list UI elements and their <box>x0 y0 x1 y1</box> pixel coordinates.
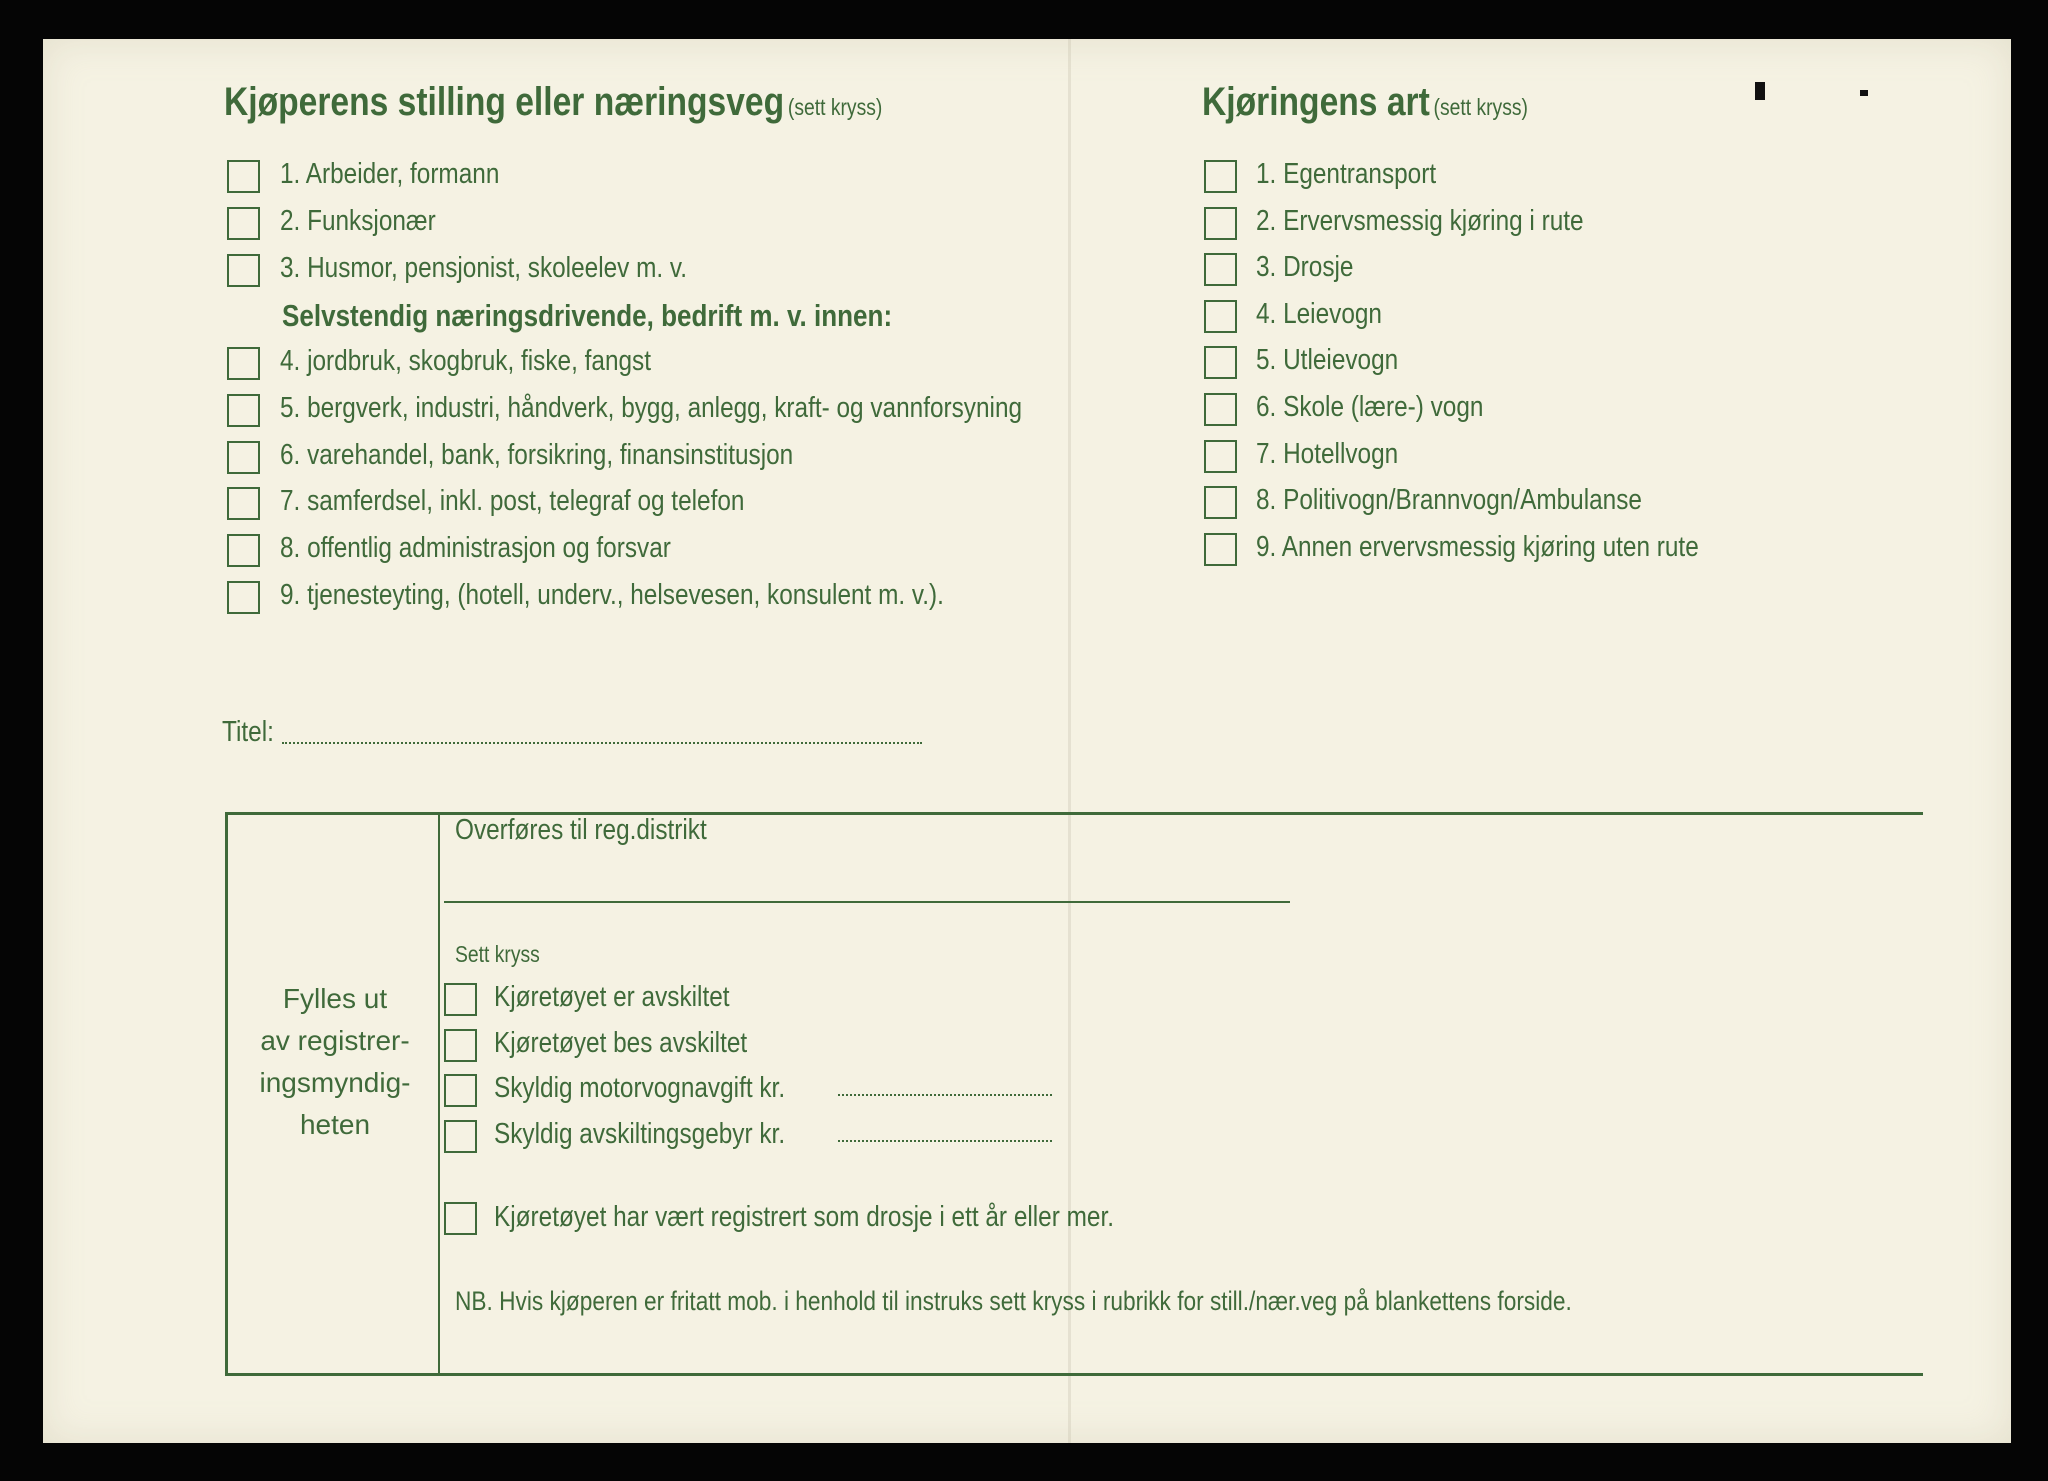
driving-option-label: 7. Hotellvogn <box>1256 437 1399 470</box>
occupation-heading <box>224 80 1008 125</box>
driving-option-checkbox[interactable] <box>1204 160 1237 193</box>
registry-check-checkbox[interactable] <box>444 1120 477 1153</box>
driving-option-label: 3. Drosje <box>1256 251 1354 284</box>
transfer-field[interactable] <box>444 901 1290 903</box>
title-field[interactable] <box>282 742 922 744</box>
occupation-option-label: 3. Husmor, pensjonist, skoleelev m. v. <box>280 252 688 284</box>
driving-option-checkbox[interactable] <box>1204 393 1237 426</box>
occupation-option-checkbox[interactable] <box>227 487 260 520</box>
registry-check-label: Skyldig motorvognavgift kr. <box>494 1072 786 1104</box>
driving-option-label: 1. Egentransport <box>1256 158 1437 190</box>
registry-check-label: Kjøretøyet er avskiltet <box>494 981 730 1013</box>
driving-option-label: 4. Leievogn <box>1256 297 1382 330</box>
occupation-option-label: 8. offentlig administrasjon og forsvar <box>280 532 671 564</box>
occupation-option-label: 6. varehandel, bank, forsikring, finansinstitusjon <box>280 439 794 471</box>
occupation-option-checkbox[interactable] <box>227 347 260 380</box>
box-left-line <box>225 812 228 1376</box>
occupation-option-checkbox[interactable] <box>227 254 260 287</box>
driving-option-label: 9. Annen ervervsmessig kjøring uten rute <box>1256 530 1699 563</box>
driving-option-checkbox[interactable] <box>1204 346 1237 379</box>
occupation-option-label: 4. jordbruk, skogbruk, fiske, fangst <box>280 345 651 377</box>
occupation-subheading: Selvstendig næringsdrivende, bedrift m. v. innen: <box>282 298 893 333</box>
driving-option-checkbox[interactable] <box>1204 253 1237 286</box>
occupation-option-checkbox[interactable] <box>227 394 260 427</box>
sett-kryss-label: Sett kryss <box>455 941 540 967</box>
box-bottom-line <box>225 1373 1923 1376</box>
amount-field[interactable] <box>838 1094 1052 1096</box>
registry-side-label: Fylles ut av registrer- ingsmyndig- heten <box>259 983 411 1140</box>
occupation-option-checkbox[interactable] <box>227 207 260 240</box>
registry-check-label: Skyldig avskiltingsgebyr kr. <box>494 1118 786 1150</box>
driving-title: Kjøringens art <box>1202 80 1430 124</box>
occupation-option-checkbox[interactable] <box>227 160 260 193</box>
driving-option-label: 8. Politivogn/Brannvogn/Ambulanse <box>1256 484 1642 517</box>
registry-check-checkbox[interactable] <box>444 1074 477 1107</box>
driving-option-label: 5. Utleievogn <box>1256 344 1399 377</box>
driving-option-label: 2. Ervervsmessig kjøring i rute <box>1256 204 1584 237</box>
occupation-option-label: 9. tjenesteyting, (hotell, underv., helsevesen, konsulent m. v.). <box>280 579 944 611</box>
driving-hint: (sett kryss) <box>1433 94 1528 120</box>
driving-option-checkbox[interactable] <box>1204 440 1237 473</box>
occupation-option-checkbox[interactable] <box>227 581 260 614</box>
driving-option-checkbox[interactable] <box>1204 300 1237 333</box>
stain <box>1755 82 1765 100</box>
transfer-label: Overføres til reg.distrikt <box>455 814 707 846</box>
driving-option-checkbox[interactable] <box>1204 533 1237 566</box>
occupation-option-label: 2. Funksjonær <box>280 205 436 237</box>
taxi-checkbox[interactable] <box>444 1202 477 1235</box>
occupation-hint: (sett kryss) <box>787 94 883 120</box>
driving-option-label: 6. Skole (lære-) vogn <box>1256 391 1484 423</box>
occupation-option-label: 1. Arbeider, formann <box>280 158 500 190</box>
nb-note: NB. Hvis kjøperen er fritatt mob. i henhold til instruks sett kryss i rubrikk for still./nær.veg på blankettens forside. <box>455 1286 1572 1316</box>
registry-check-checkbox[interactable] <box>444 983 477 1016</box>
registry-check-checkbox[interactable] <box>444 1029 477 1062</box>
occupation-option-checkbox[interactable] <box>227 441 260 474</box>
registry-check-label: Kjøretøyet bes avskiltet <box>494 1027 748 1059</box>
box-divider <box>438 812 440 1376</box>
stain <box>1860 90 1868 96</box>
driving-heading <box>1202 80 1590 125</box>
occupation-option-checkbox[interactable] <box>227 534 260 567</box>
driving-option-checkbox[interactable] <box>1204 486 1237 519</box>
amount-field[interactable] <box>838 1140 1052 1142</box>
occupation-title: Kjøperens stilling eller næringsveg <box>224 80 785 124</box>
occupation-option-label: 7. samferdsel, inkl. post, telegraf og telefon <box>280 485 745 517</box>
driving-option-checkbox[interactable] <box>1204 207 1237 240</box>
title-field-label: Titel: <box>222 716 274 748</box>
occupation-option-label: 5. bergverk, industri, håndverk, bygg, anlegg, kraft- og vannforsyning <box>280 392 1023 424</box>
taxi-label: Kjøretøyet har vært registrert som drosje i ett år eller mer. <box>494 1201 1114 1233</box>
